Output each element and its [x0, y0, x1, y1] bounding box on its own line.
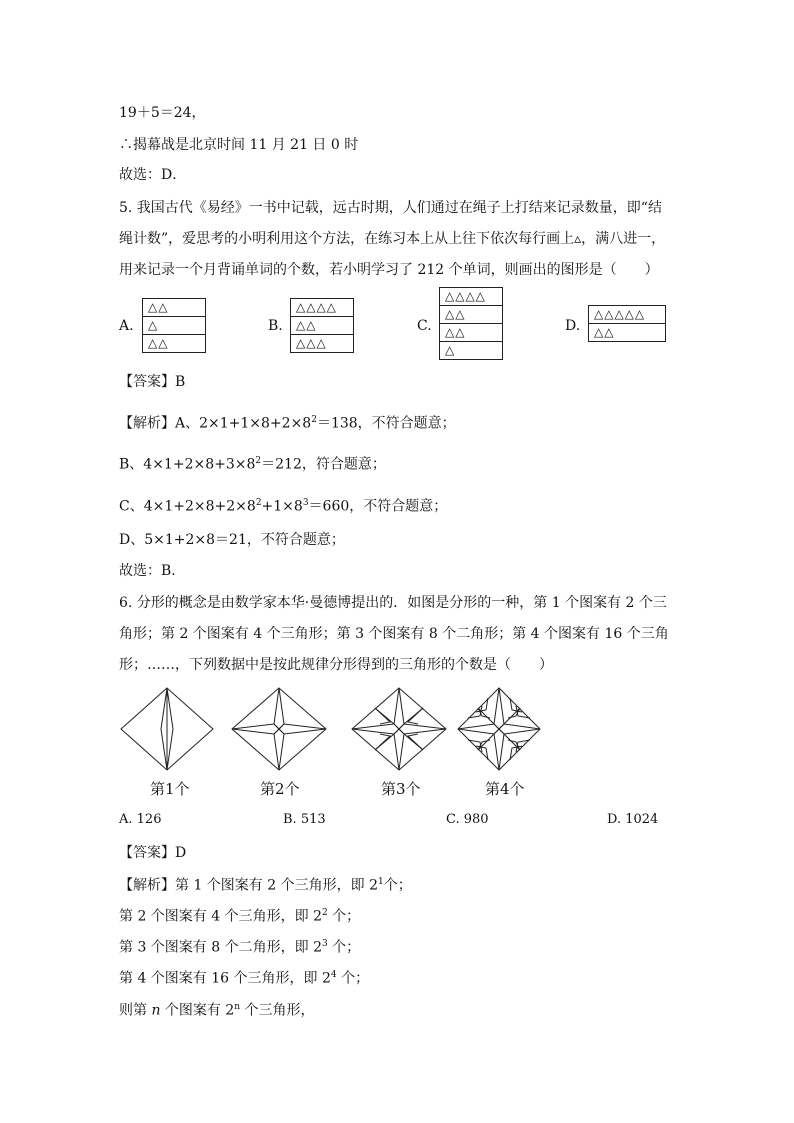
fractal-figure-2	[230, 686, 328, 772]
explanation-a: 【解析】A、$2\times 1+1\times 8+2\times 8^2=138$，不符合题意；	[119, 415, 456, 432]
question-5-line: 绳计数”，爱思考的小明利用这个方法，在练习本上从上往下依次每行画上▵，满八进一，	[119, 231, 666, 247]
rope-row: △△	[440, 306, 502, 324]
option-d-figure	[588, 305, 666, 342]
question-6-line: 角形；第 2 个图案有 4 个三角形；第 3 个图案有 8 个二角形；第 4 个图案有 16 个三角	[119, 626, 669, 642]
question-6-line: 6. 分形的概念是由数学家本华·曼德博提出的．如图是分形的一种，第 1 个图案有 2 个三	[119, 595, 667, 611]
rope-row: △△	[143, 299, 205, 317]
solution-line-2: 第 2 个图案有 4 个三角形，即 $2^2$ 个；	[119, 908, 361, 925]
rope-row: △	[143, 317, 205, 335]
rope-row: △△	[148, 336, 169, 350]
option-b-label: B.	[268, 318, 283, 334]
selection-5: 故选：B．	[119, 563, 186, 579]
rope-row: △△	[291, 317, 353, 335]
rope-row: △△△△△	[589, 306, 665, 324]
solution-line-1: 【解析】第 1 个图案有 2 个三角形，即 $2^1$个；	[119, 877, 412, 894]
solution-line-5: 则第 n 个图案有 2$^n$ 个三角形，	[119, 1002, 315, 1019]
text-line: 19＋5＝24，	[119, 105, 206, 121]
question-5-line: 用来记录一个月背诵单词的个数，若小明学习了 212 个单词，则画出的图形是（ ）	[119, 262, 659, 278]
question-5-line: 5. 我国古代《易经》一书中记载，远古时期，人们通过在绳子上打结来记录数量，即“结	[119, 200, 662, 216]
explanation-d: D、5×1+2×8＝21，不符合题意；	[119, 532, 345, 548]
question-6-line: 形；……，下列数据中是按此规律分形得到的三角形的个数是（ ）	[119, 657, 553, 673]
option-c-figure	[439, 287, 503, 360]
rope-row: △△	[594, 325, 615, 339]
fractal-figure-3	[350, 686, 448, 772]
choice-a: A. 126	[119, 812, 162, 827]
text-line: 故选：D．	[119, 167, 187, 183]
fractal-figure-4	[456, 686, 542, 772]
text-line: ∴揭幕战是北京时间 11 月 21 日 0 时	[119, 137, 359, 153]
fractal-figure-1	[119, 686, 215, 772]
explanation-b: B、$4\times 1+2\times 8+3\times 8^2=212$，符合题意；	[119, 456, 386, 473]
option-c-label: C.	[417, 318, 432, 334]
figure-caption-2: 第2个	[260, 780, 300, 798]
choice-d: D. 1024	[607, 812, 659, 827]
figure-caption-3: 第3个	[381, 780, 421, 798]
choice-c: C. 980	[446, 812, 489, 827]
option-b-figure	[290, 298, 354, 353]
option-d-label: D.	[565, 318, 581, 334]
rope-row: △△	[440, 324, 502, 342]
option-a-label: A.	[119, 318, 134, 334]
choice-b: B. 513	[283, 812, 326, 827]
explanation-c: C、$4\times 1+2\times 8+2\times 8^2+1\times 8^3=660$，不符合题意；	[119, 498, 448, 515]
solution-line-4: 第 4 个图案有 16 个三角形，即 $2^4$ 个；	[119, 970, 370, 987]
option-a-figure	[142, 298, 206, 353]
rope-row: △△△△	[440, 288, 502, 306]
figure-caption-4: 第4个	[485, 780, 525, 798]
rope-row: △	[445, 343, 456, 357]
solution-line-3: 第 3 个图案有 8 个二角形，即 $2^3$ 个；	[119, 939, 361, 956]
answer-6: 【答案】D	[119, 845, 187, 861]
rope-row: △△△△	[291, 299, 353, 317]
rope-row: △△△	[296, 336, 327, 350]
figure-caption-1: 第1个	[150, 780, 190, 798]
answer-5: 【答案】B	[119, 374, 186, 390]
